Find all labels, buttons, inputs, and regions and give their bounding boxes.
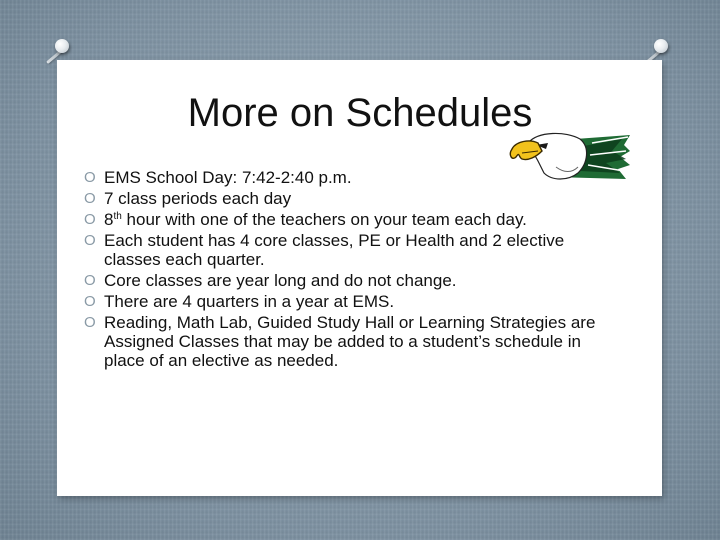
bullet-item <box>80 292 620 311</box>
bullet-text-prefix: 8 <box>104 210 114 229</box>
bullet-marker: O <box>84 293 96 310</box>
bullet-marker: O <box>84 190 96 207</box>
bullet-list <box>80 168 620 372</box>
bullet-item <box>80 210 620 229</box>
bullet-marker: O <box>84 169 96 186</box>
bullet-item <box>80 189 620 208</box>
bullet-marker: O <box>84 314 96 331</box>
bullet-text: EMS School Day: 7:42-2:40 p.m. <box>104 168 352 187</box>
slide-title: More on Schedules <box>187 91 533 135</box>
pushpin-right-icon <box>654 39 668 53</box>
bullet-text: Core classes are year long and do not change. <box>104 271 457 290</box>
bullet-text: Reading, Math Lab, Guided Study Hall or Learning Strategies are Assigned Classes that may be added to a student’s schedule in place of an elective as needed. <box>104 313 596 370</box>
pushpin-left-icon <box>55 39 69 53</box>
bullet-text: 7 class periods each day <box>104 189 292 208</box>
bullet-text <box>104 210 620 229</box>
bullet-item <box>80 231 620 269</box>
bullet-item <box>80 271 620 290</box>
bullet-text-rest: hour with one of the teachers on your team each day. <box>121 210 527 229</box>
bullet-text: Each student has 4 core classes, PE or Health and 2 elective classes each quarter. <box>104 231 565 269</box>
bullet-item <box>80 313 620 370</box>
bullet-marker: O <box>84 272 96 289</box>
bullet-marker: O <box>84 232 96 249</box>
bullet-marker: O <box>84 211 96 228</box>
bullet-text: There are 4 quarters in a year at EMS. <box>104 292 395 311</box>
ordinal-suffix: th <box>113 211 122 222</box>
bullet-item <box>80 168 620 187</box>
